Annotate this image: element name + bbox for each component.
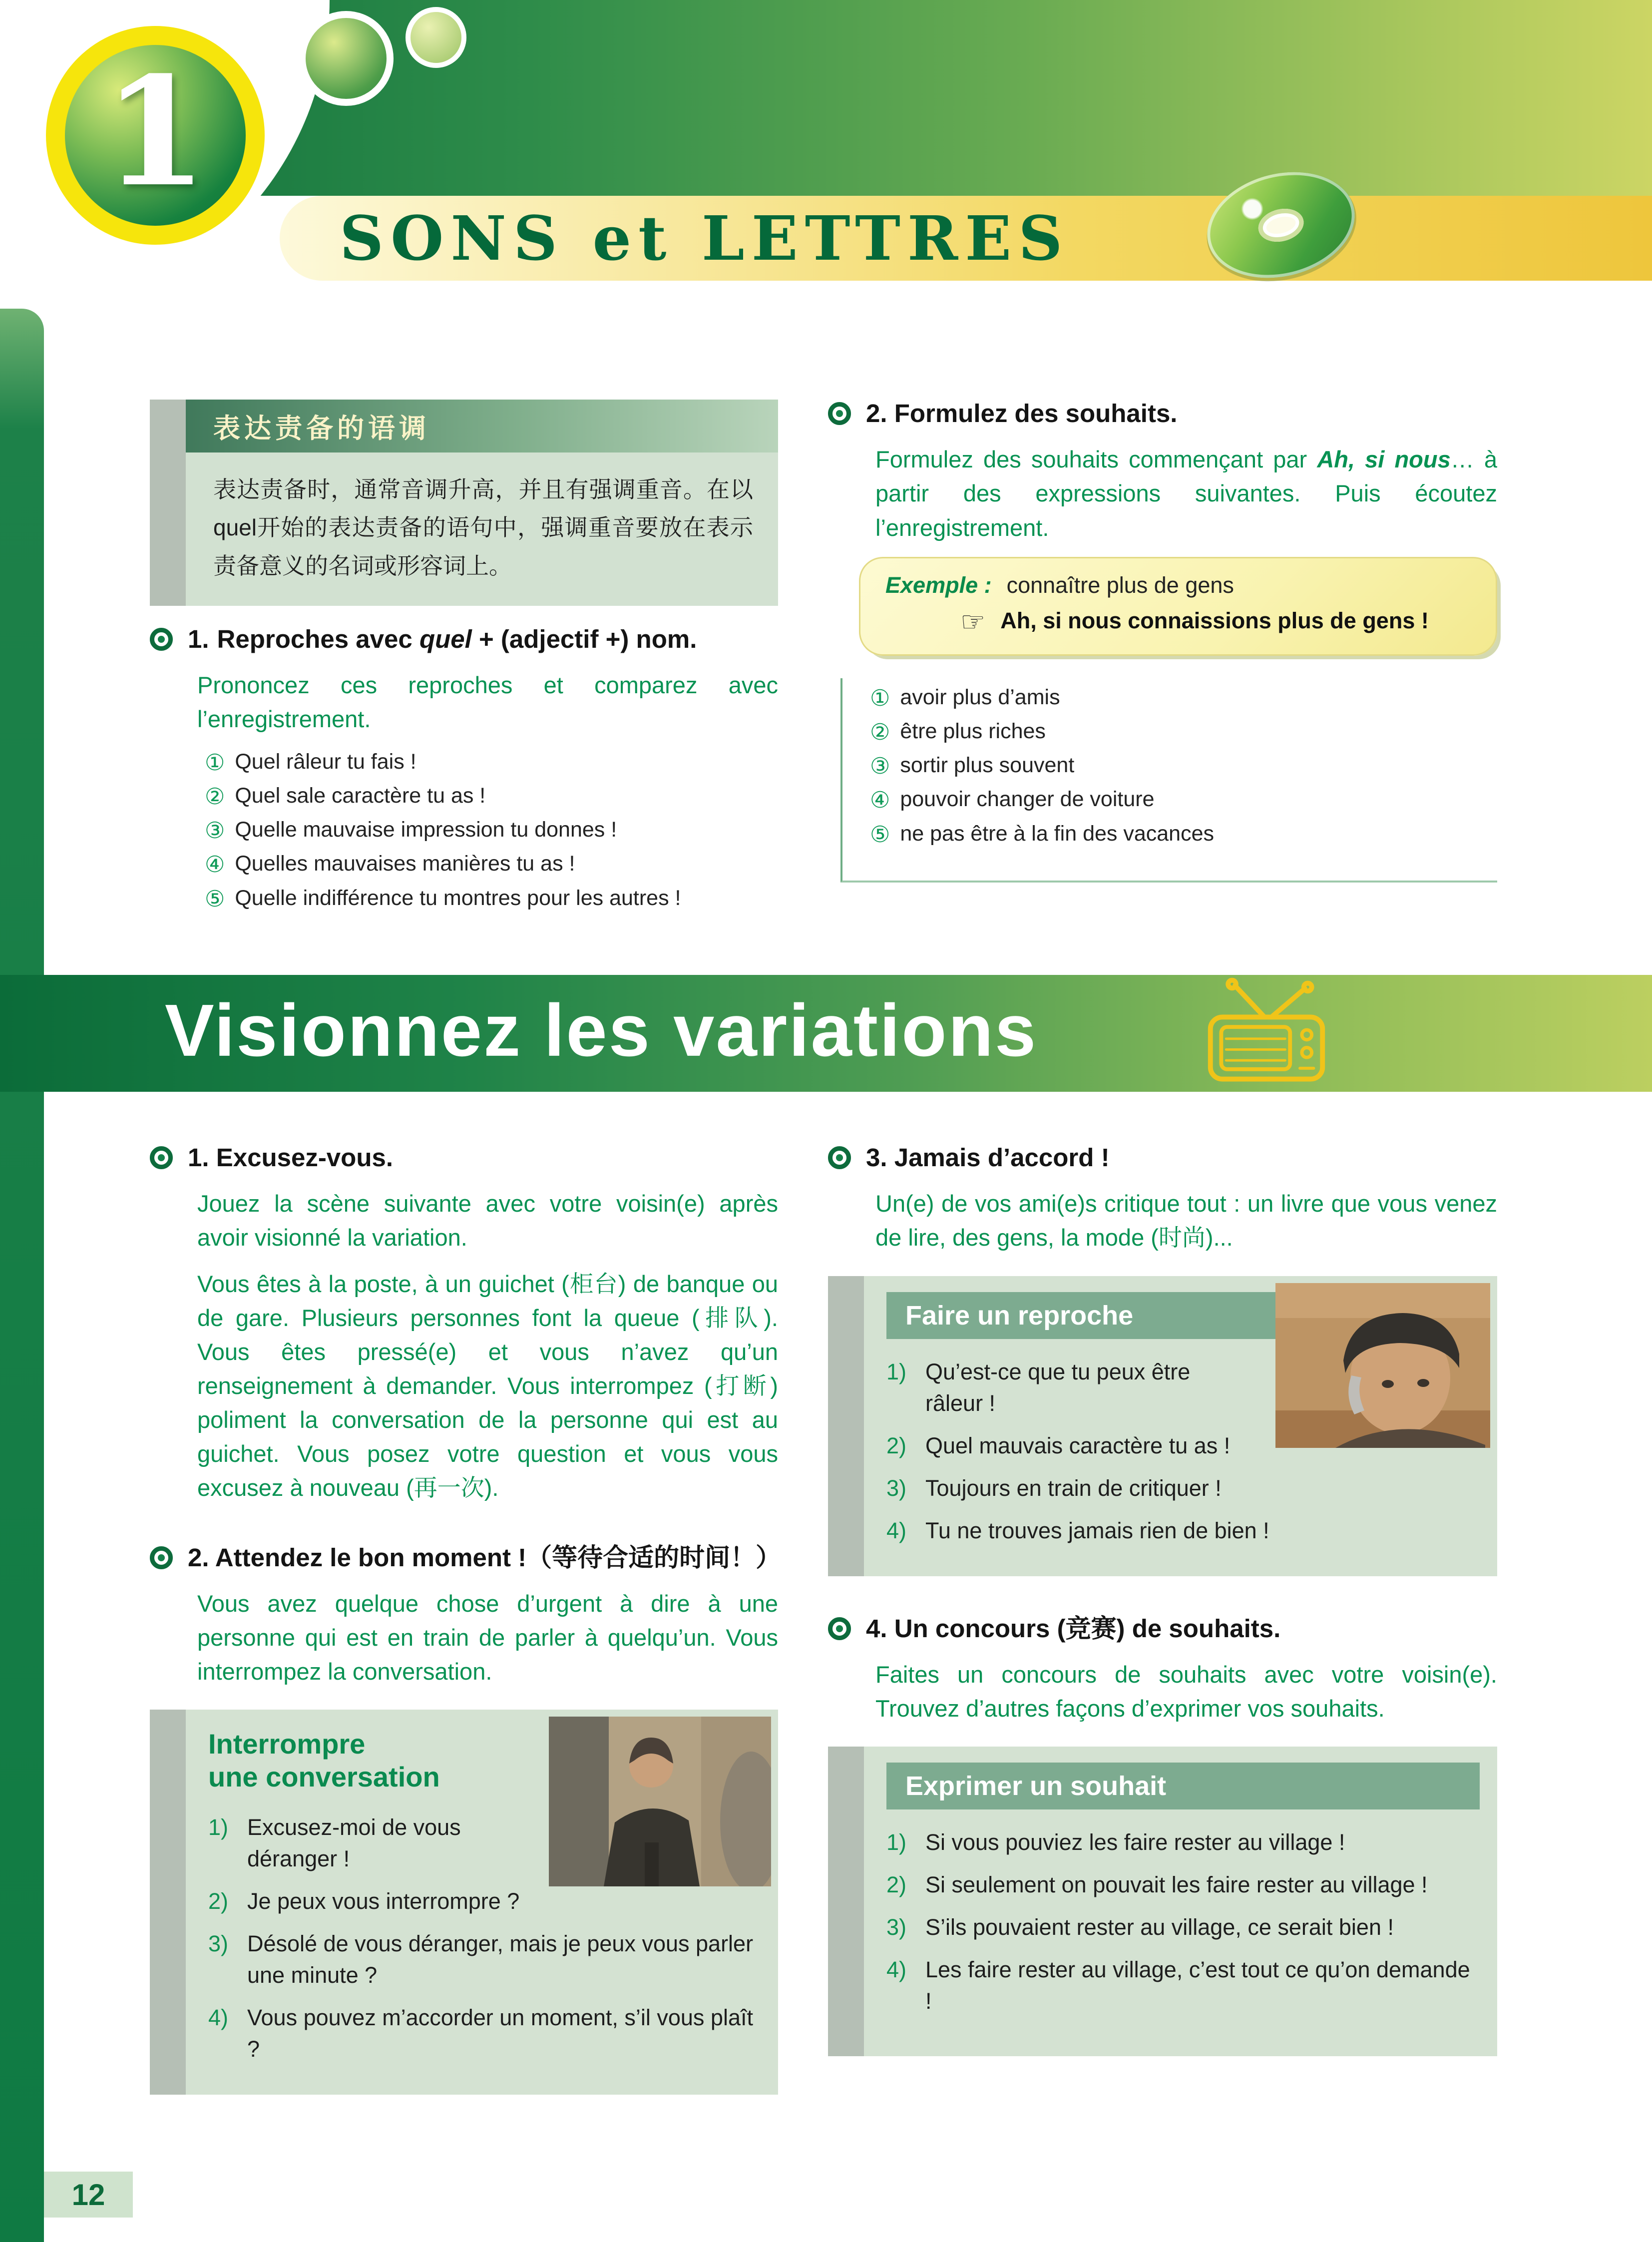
item-number: 1) [886, 1358, 907, 1384]
reproches-list [205, 749, 778, 913]
example-label: Exemple : [885, 572, 992, 598]
item-number: 3) [886, 1914, 907, 1940]
title-band [280, 196, 1652, 281]
deco-circle-small [406, 7, 466, 68]
reproche-box-main [864, 1276, 1497, 1576]
item-number: 4) [208, 2005, 229, 2031]
item-text: Désolé de vous déranger, mais je peux vous parler une minute ? [247, 1931, 754, 1988]
phrase-item [886, 1472, 1480, 1504]
box-accent-strip [150, 1710, 186, 2095]
item-number: ④ [205, 852, 225, 878]
souhait-box [828, 1747, 1497, 2056]
item-text: Les faire rester au village, c’est tout ce qu’on demande ! [925, 1957, 1470, 2014]
pointing-hand-icon: ☞ [960, 605, 986, 637]
phrase-item [886, 1911, 1480, 1943]
title-text: + (adjectif +) nom. [471, 625, 697, 654]
phrase-item [208, 2002, 761, 2065]
excusez-title: 1. Excusez-vous. [188, 1143, 394, 1172]
target-bullet-icon [150, 1546, 173, 1569]
list-item [870, 821, 1497, 849]
instruction-text: Formulez des souhaits commençant par [875, 446, 1317, 473]
sons-right-column [828, 397, 1497, 883]
reproche-box-title: Faire un reproche [886, 1292, 1480, 1339]
item-text: Tu ne trouves jamais rien de bien ! [925, 1517, 1269, 1543]
item-number: 2) [886, 1872, 907, 1898]
title-line: une conversation [208, 1761, 440, 1793]
example-prompt: connaître plus de gens [1006, 572, 1234, 598]
exercise-reproches-instruction: Prononcez ces reproches et comparez avec l’enregistrement. [197, 672, 778, 733]
item-text: Quel râleur tu fais ! [235, 749, 416, 774]
phrase-item [208, 1928, 761, 1991]
item-number: ① [870, 685, 890, 711]
target-bullet-icon [150, 1146, 173, 1169]
item-number: 3) [886, 1475, 907, 1501]
list-item [870, 684, 1497, 712]
list-item [205, 749, 778, 777]
attendez-para: Vous avez quelque chose d’urgent à dire à une personne qui est en train de parler à quelqu’un. Vous interrompez la conversation. [197, 1590, 778, 1685]
tone-note-main [186, 400, 778, 606]
list-item [205, 851, 778, 879]
left-edge-strip [0, 309, 44, 2242]
phrase-item [886, 1954, 1480, 2017]
souhait-box-main [864, 1747, 1497, 2056]
title-italic: quel [419, 625, 472, 654]
exercise-reproches-title [188, 623, 697, 655]
item-text: Vous pouvez m’accorder un moment, s’il vous plaît ? [247, 2005, 753, 2062]
exercise-souhaits-header [828, 397, 1497, 430]
photo-interrompre-scene [549, 1717, 771, 1886]
phrase-item [886, 1869, 1480, 1900]
variations-right-column [828, 1141, 1497, 2056]
example-box [859, 557, 1497, 656]
target-bullet-icon [150, 628, 173, 651]
item-number: ② [870, 719, 890, 745]
item-text: avoir plus d’amis [900, 685, 1060, 709]
photo-reproche-scene [1275, 1283, 1490, 1448]
item-text: Je peux vous interrompre ? [247, 1888, 520, 1914]
excusez-para-2: Vous êtes à la poste, à un guichet (柜台) de banque ou de gare. Plusieurs personnes font la queue (排队). Vous êtes pressé(e) et vous n’avez qu’un renseignement à demander. Vous interrompez (打断) poliment la conversation de la personne qui est au guichet. Vous posez votre question et vous vous excusez à nouveau (再一次). [197, 1270, 778, 1501]
sons-left-column [150, 400, 778, 919]
title-line: Interrompre [208, 1728, 366, 1760]
banner-title: Visionnez les variations [165, 989, 1038, 1072]
interrompre-box [150, 1710, 778, 2095]
instruction-bold: Ah, si nous [1317, 446, 1451, 473]
concours-title: 4. Un concours (竞赛) de souhaits. [866, 1614, 1281, 1643]
example-answer-line [960, 605, 1473, 638]
item-number: ⑤ [205, 886, 225, 911]
jamais-title: 3. Jamais d’accord ! [866, 1143, 1110, 1172]
variations-banner [0, 975, 1652, 1092]
phrase-item [886, 1430, 1250, 1461]
interrompre-box-main [186, 1710, 778, 2095]
item-number: ③ [870, 753, 890, 779]
tv-icon [1203, 972, 1330, 1092]
list-item [205, 885, 778, 913]
concours-para: Faites un concours de souhaits avec votre voisin(e). Trouvez d’autres façons d’exprimer vos souhaits. [875, 1661, 1497, 1722]
concours-header [828, 1612, 1497, 1645]
page-title: SONS et LETTRES [340, 202, 1070, 274]
target-bullet-icon [828, 402, 851, 425]
item-number: 4) [886, 1957, 907, 1983]
item-number: 1) [208, 1814, 229, 1840]
reproche-box [828, 1276, 1497, 1576]
tone-note-box [150, 400, 778, 606]
excusez-para-1: Jouez la scène suivante avec votre voisin(e) après avoir visionné la variation. [197, 1190, 778, 1251]
item-text: Qu’est-ce que tu peux être râleur ! [925, 1358, 1191, 1416]
exercise-souhaits-instruction [875, 443, 1497, 544]
item-text: Excusez-moi de vous déranger ! [247, 1814, 461, 1872]
jamais-header [828, 1141, 1497, 1174]
list-item [205, 783, 778, 811]
list-item [205, 817, 778, 845]
instruction-text: … à partir des expressions suivantes. Puis écoutez l’enregistrement. [875, 446, 1497, 541]
unit-number-badge [46, 26, 265, 245]
item-text: être plus riches [900, 719, 1046, 743]
item-text: sortir plus souvent [900, 753, 1075, 778]
list-item [870, 752, 1497, 780]
item-number: 4) [886, 1517, 907, 1543]
item-text: Quelle mauvaise impression tu donnes ! [235, 818, 617, 842]
tone-box-body: 表达责备时，通常音调升高，并且有强调重音。在以quel开始的表达责备的语句中，强调重音要放在表示责备意义的名词或形容词上。 [186, 452, 778, 606]
example-prompt-line [885, 572, 1473, 598]
exercise-souhaits-title: 2. Formulez des souhaits. [866, 399, 1178, 428]
item-number: ① [205, 749, 225, 775]
exercise-number: 1. [188, 625, 209, 654]
item-text: Quelles mauvaises manières tu as ! [235, 852, 575, 876]
attendez-title: 2. Attendez le bon moment !（等待合适的时间！） [188, 1543, 782, 1572]
excusez-header [150, 1141, 778, 1174]
phrase-item [208, 1885, 531, 1917]
item-text: Toujours en train de critiquer ! [925, 1475, 1222, 1501]
item-text: ne pas être à la fin des vacances [900, 821, 1215, 846]
item-number: ⑤ [870, 821, 890, 847]
phrase-item [208, 1811, 531, 1874]
item-number: ② [205, 783, 225, 809]
page-number: 12 [44, 2172, 133, 2218]
item-text: Si vous pouviez les faire rester au village ! [925, 1829, 1345, 1855]
page-header [0, 0, 1652, 310]
item-text: pouvoir changer de voiture [900, 787, 1155, 812]
target-bullet-icon [828, 1146, 851, 1169]
tone-box-title: 表达责备的语调 [213, 413, 430, 444]
list-item [870, 718, 1497, 746]
tone-box-header [186, 400, 778, 452]
target-bullet-icon [828, 1617, 851, 1640]
phrase-item [886, 1356, 1250, 1419]
item-number: 3) [208, 1931, 229, 1957]
item-number: 1) [886, 1829, 907, 1855]
deco-circle-medium [299, 11, 394, 106]
attendez-header [150, 1541, 782, 1574]
item-text: S’ils pouvaient rester au village, ce serait bien ! [925, 1914, 1394, 1940]
box-accent-strip [828, 1747, 864, 2056]
item-number: ③ [205, 818, 225, 844]
item-text: Quelle indifférence tu montres pour les autres ! [235, 886, 681, 910]
item-text: Quel mauvais caractère tu as ! [925, 1432, 1231, 1458]
item-number: 2) [886, 1432, 907, 1458]
example-answer: Ah, si nous connaissions plus de gens ! [1000, 607, 1429, 633]
box-accent-strip [150, 400, 186, 606]
title-text: Reproches avec [217, 625, 419, 654]
item-number: ④ [870, 787, 890, 813]
unit-number: 1 [103, 43, 208, 220]
phrase-item [886, 1515, 1480, 1546]
box-accent-strip [828, 1276, 864, 1576]
variations-left-column [150, 1141, 782, 2095]
list-item [870, 786, 1497, 814]
item-text: Quel sale caractère tu as ! [235, 783, 486, 808]
souhait-box-title: Exprimer un souhait [886, 1763, 1480, 1809]
item-text: Si seulement on pouvait les faire rester au village ! [925, 1872, 1428, 1898]
exercise-reproches-header [150, 623, 778, 655]
item-number: 2) [208, 1888, 229, 1914]
jamais-para: Un(e) de vos ami(e)s critique tout : un livre que vous venez de lire, des gens, la mode (时尚)... [875, 1190, 1497, 1251]
wish-options-list [840, 678, 1497, 883]
phrase-item [886, 1826, 1480, 1858]
